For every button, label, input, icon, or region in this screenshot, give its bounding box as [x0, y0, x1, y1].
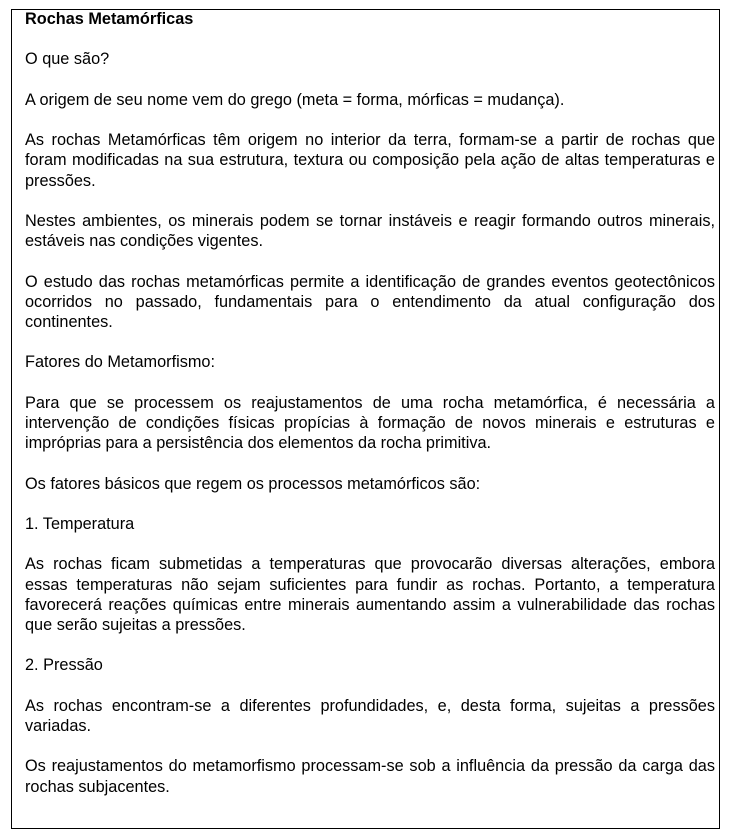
paragraph-origin: A origem de seu nome vem do grego (meta = forma, mórficas = mudança).: [25, 90, 565, 109]
paragraph-conditions: Para que se processem os reajustamentos de uma rocha metamórfica, é necessária a intervenção de condições físicas propícias à formação de novos minerais e estruturas e impróprias para a persistência dos elementos da rocha primitiva.: [25, 393, 715, 453]
document-body: [25, 9, 715, 817]
subheading-temperature: 1. Temperatura: [25, 514, 135, 533]
document-title: Rochas Metamórficas: [25, 10, 194, 28]
paragraph-temperature: As rochas ficam submetidas a temperaturas que provocarão diversas alterações, embora essas temperaturas não sejam suficientes para fundir as rochas. Portanto, a temperatura favorecerá reações químicas entre minerais aumentando assim a vulnerabilidade das rochas que serão sujeitas a pressões.: [25, 555, 715, 634]
paragraph-minerals: Nestes ambientes, os minerais podem se tornar instáveis e reagir formando outros minerais, estáveis nas condições vigentes.: [25, 211, 715, 251]
paragraph-definition: As rochas Metamórficas têm origem no interior da terra, formam-se a partir de rochas que foram modificadas na sua estrutura, textura ou composição pela ação de altas temperaturas e pressões.: [25, 131, 715, 190]
subheading-pressure: 2. Pressão: [25, 656, 103, 675]
section-heading-factors: Fatores do Metamorfismo:: [25, 353, 216, 372]
question-heading: O que são?: [25, 50, 110, 69]
paragraph-readjustments: Os reajustamentos do metamorfismo processam-se sob a influência da pressão da carga das rochas subjacentes.: [25, 757, 715, 796]
paragraph-basic-factors: Os fatores básicos que regem os processos metamórficos são:: [25, 474, 481, 493]
paragraph-pressure: As rochas encontram-se a diferentes profundidades, e, desta forma, sujeitas a pressões variadas.: [25, 696, 715, 735]
paragraph-study: O estudo das rochas metamórficas permite a identificação de grandes eventos geotectônicos ocorridos no passado, fundamentais para o entendimento da atual configuração dos continentes.: [25, 272, 715, 331]
